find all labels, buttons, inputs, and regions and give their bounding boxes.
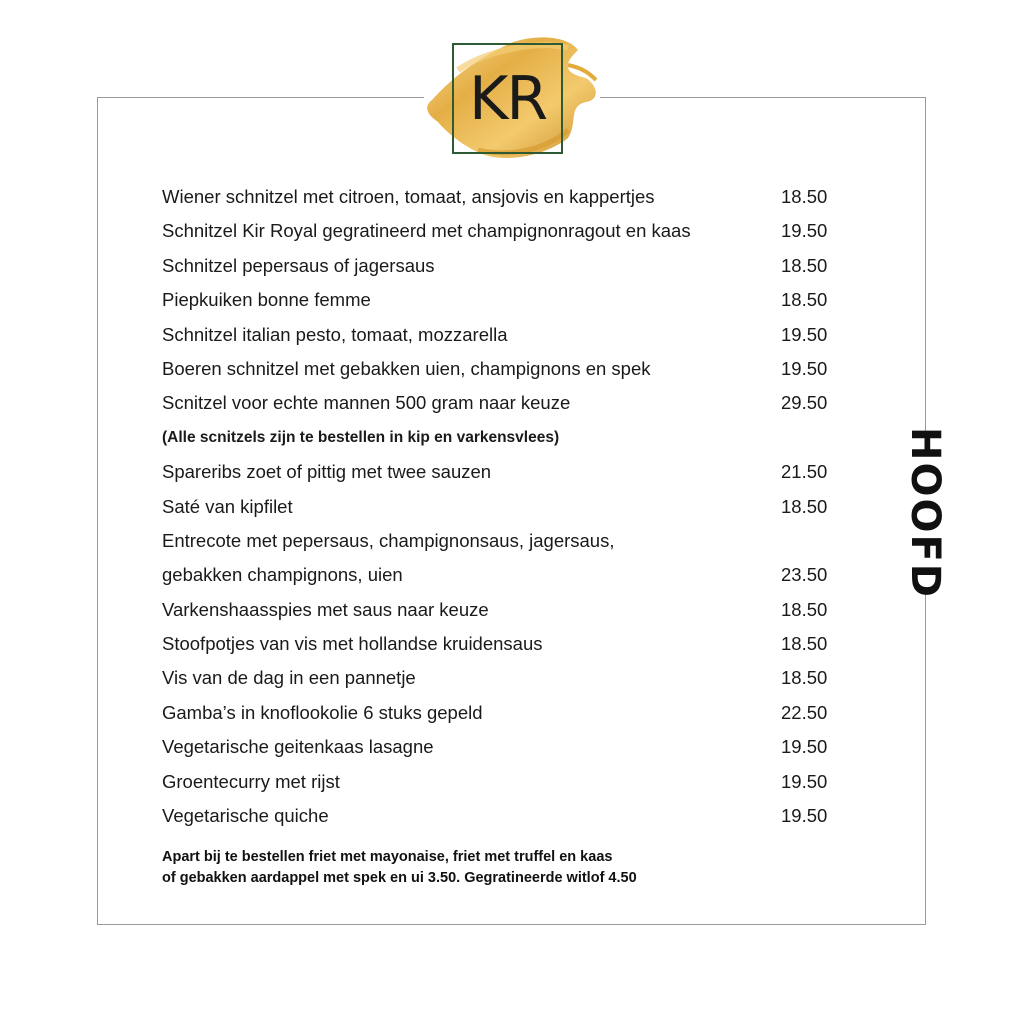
dish-name: (Alle scnitzels zijn te bestellen in kip en varkensvlees) — [162, 428, 560, 446]
dish-price: 22.50 — [781, 701, 828, 723]
menu-item — [162, 180, 862, 214]
menu-item — [162, 696, 862, 730]
logo-text: KR — [468, 63, 547, 134]
menu-item — [162, 318, 862, 352]
menu-item — [162, 283, 862, 317]
dish-price: 18.50 — [781, 289, 828, 311]
menu-item — [162, 627, 862, 661]
dish-name: Varkenshaasspies met saus naar keuze — [162, 598, 489, 620]
dish-name: Vegetarische quiche — [162, 805, 329, 827]
dish-name: Vegetarische geitenkaas lasagne — [162, 736, 434, 758]
menu-item — [162, 765, 862, 799]
dish-name: Piepkuiken bonne femme — [162, 289, 371, 311]
menu-item — [162, 593, 862, 627]
dish-name: Boeren schnitzel met gebakken uien, champignons en spek — [162, 357, 651, 379]
dish-name: Wiener schnitzel met citroen, tomaat, ansjovis en kappertjes — [162, 186, 655, 207]
menu-item — [162, 352, 862, 386]
dish-price: 18.50 — [781, 598, 828, 620]
footer-line-1: Apart bij te bestellen friet met mayonaise, friet met truffel en kaas — [162, 849, 613, 865]
dish-name: Schnitzel italian pesto, tomaat, mozzarella — [162, 323, 508, 345]
dish-price: 18.50 — [781, 667, 828, 689]
dish-name: Saté van kipfilet — [162, 495, 293, 517]
dish-price: 19.50 — [781, 323, 828, 345]
section-label-text: HOOFD — [902, 426, 948, 600]
dish-name: Schnitzel Kir Royal gegratineerd met champignonragout en kaas — [162, 220, 691, 242]
menu-item — [162, 799, 862, 833]
dish-name: Groentecurry met rijst — [162, 770, 340, 792]
dish-name: Scnitzel voor echte mannen 500 gram naar keuze — [162, 392, 571, 414]
section-label — [902, 426, 948, 600]
dish-price: 18.50 — [781, 633, 828, 655]
menu-item — [162, 661, 862, 695]
menu-list — [162, 180, 862, 833]
footer-line-2: of gebakken aardappel met spek en ui 3.50. Gegratineerde witlof 4.50 — [162, 870, 637, 886]
menu-item — [162, 558, 862, 592]
dish-price: 23.50 — [781, 564, 828, 586]
dish-price: 21.50 — [781, 461, 828, 483]
footer-note — [162, 847, 637, 889]
dish-price: 18.50 — [781, 186, 828, 207]
dish-name: Spareribs zoet of pittig met twee sauzen — [162, 461, 492, 483]
dish-price: 18.50 — [781, 254, 828, 276]
menu-note — [162, 421, 862, 455]
dish-price: 19.50 — [781, 220, 828, 242]
dish-name: Schnitzel pepersaus of jagersaus — [162, 254, 435, 276]
menu-item — [162, 524, 862, 558]
dish-price: 18.50 — [781, 495, 828, 517]
menu-item — [162, 455, 862, 489]
menu-item — [162, 214, 862, 248]
dish-name: gebakken champignons, uien — [162, 564, 403, 586]
dish-name: Vis van de dag in een pannetje — [162, 667, 416, 689]
menu-item — [162, 249, 862, 283]
dish-price: 19.50 — [781, 770, 828, 792]
dish-name: Entrecote met pepersaus, champignonsaus, jagersaus, — [162, 529, 615, 551]
dish-price: 19.50 — [781, 805, 828, 827]
dish-price: 19.50 — [781, 357, 828, 379]
logo — [418, 30, 608, 170]
dish-price: 29.50 — [781, 392, 828, 414]
menu-item — [162, 730, 862, 764]
dish-price: 19.50 — [781, 736, 828, 758]
menu-item — [162, 386, 862, 420]
dish-name: Gamba’s in knoflookolie 6 stuks gepeld — [162, 701, 483, 723]
menu-item — [162, 490, 862, 524]
dish-name: Stoofpotjes van vis met hollandse kruidensaus — [162, 633, 543, 655]
